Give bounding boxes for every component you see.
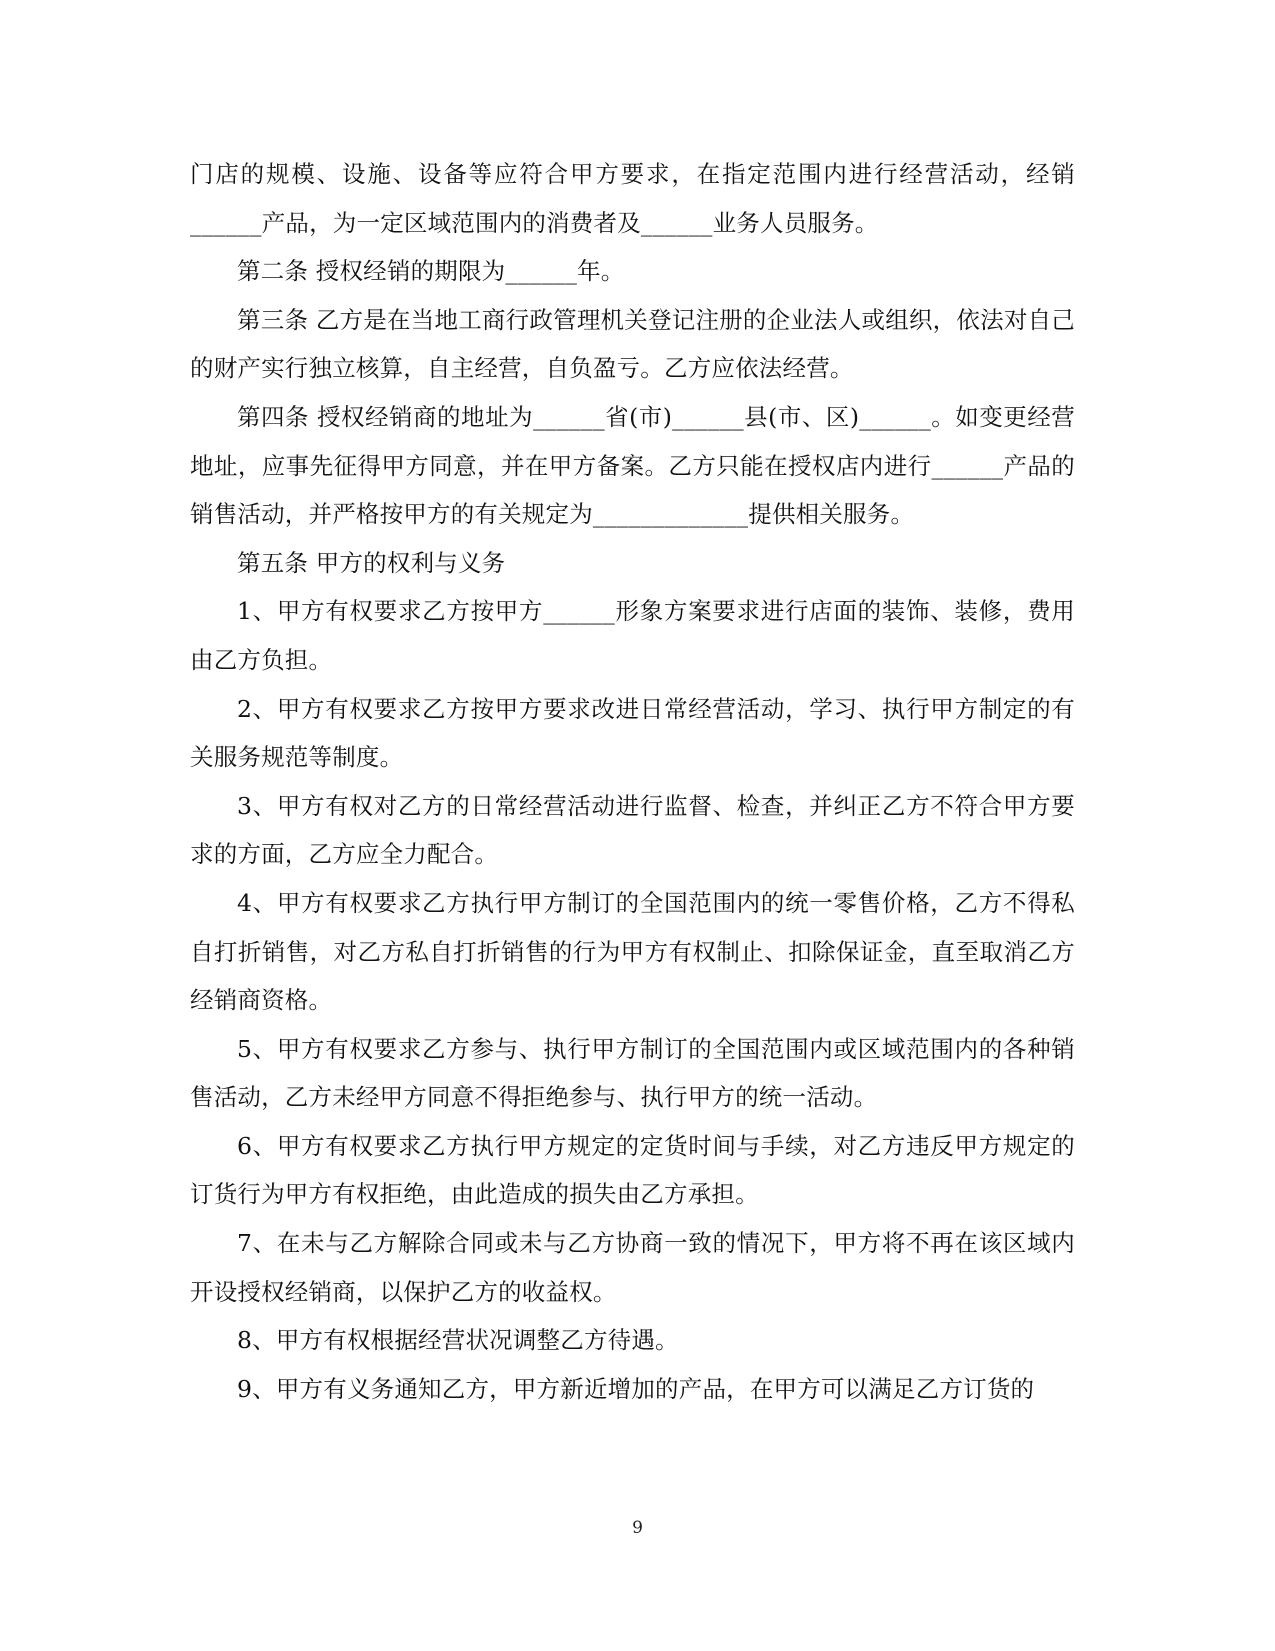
document-body <box>190 150 1075 1413</box>
paragraph-article-2: 第二条 授权经销的期限为______年。 <box>237 257 625 286</box>
paragraph-continuation: 门店的规模、设施、设备等应符合甲方要求，在指定范围内进行经营活动，经销______产品，为一定区域范围内的消费者及______业务人员服务。 <box>190 160 1075 237</box>
paragraph-article-4: 第四条 授权经销商的地址为______省(市)______县(市、区)______。如变更经营地址，应事先征得甲方同意，并在甲方备案。乙方只能在授权店内进行______产品的销售活动，并严格按甲方的有关规定为_____________提供相关服务。 <box>190 402 1075 529</box>
paragraph-item-3: 3、甲方有权对乙方的日常经营活动进行监督、检查，并纠正乙方不符合甲方要求的方面，乙方应全力配合。 <box>190 791 1075 869</box>
paragraph-item-4: 4、甲方有权要求乙方执行甲方制订的全国范围内的统一零售价格，乙方不得私自打折销售，对乙方私自打折销售的行为甲方有权制止、扣除保证金，直至取消乙方经销商资格。 <box>190 888 1075 1015</box>
paragraph-item-7: 7、在未与乙方解除合同或未与乙方协商一致的情况下，甲方将不再在该区域内开设授权经销商，以保护乙方的收益权。 <box>190 1229 1075 1306</box>
paragraph-item-5: 5、甲方有权要求乙方参与、执行甲方制订的全国范围内或区域范围内的各种销售活动，乙方未经甲方同意不得拒绝参与、执行甲方的统一活动。 <box>190 1034 1075 1112</box>
paragraph-item-2: 2、甲方有权要求乙方按甲方要求改进日常经营活动，学习、执行甲方制定的有关服务规范等制度。 <box>190 694 1075 772</box>
paragraph-article-3: 第三条 乙方是在当地工商行政管理机关登记注册的企业法人或组织，依法对自己的财产实行独立核算，自主经营，自负盈亏。乙方应依法经营。 <box>190 305 1075 383</box>
page-number: 9 <box>632 1518 643 1538</box>
paragraph-item-1: 1、甲方有权要求乙方按甲方______形象方案要求进行店面的装饰、装修，费用由乙方负担。 <box>190 597 1075 674</box>
paragraph-article-5-heading: 第五条 甲方的权利与义务 <box>237 548 506 577</box>
paragraph-item-9: 9、甲方有义务通知乙方，甲方新近增加的产品，在甲方可以满足乙方订货的 <box>237 1374 1035 1403</box>
paragraph-item-6: 6、甲方有权要求乙方执行甲方规定的定货时间与手续，对乙方违反甲方规定的订货行为甲方有权拒绝，由此造成的损失由乙方承担。 <box>190 1131 1075 1209</box>
paragraph-item-8: 8、甲方有权根据经营状况调整乙方待遇。 <box>237 1326 679 1355</box>
